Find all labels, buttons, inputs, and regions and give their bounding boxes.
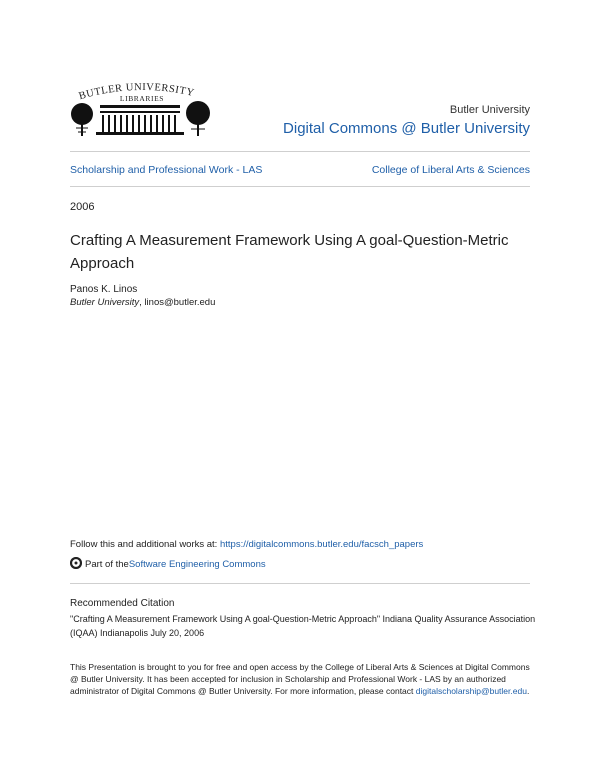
divider [70,583,530,584]
document-title: Crafting A Measurement Framework Using A goal-Question-Metric Approach [70,232,509,272]
part-of-line [70,557,266,572]
author-name: Panos K. Linos [70,284,138,295]
network-icon [70,557,85,572]
footer-notice [70,661,540,697]
follow-prefix: Follow this and additional works at: [70,539,220,550]
publication-year: 2006 [70,201,95,213]
author-affiliation [70,297,215,308]
divider [70,186,530,187]
commons-link[interactable]: Software Engineering Commons [128,559,266,570]
logo-text-libraries: LIBRARIES [119,94,165,103]
butler-libraries-logo [70,80,215,140]
institution-name: Butler University [449,104,530,116]
collection-link[interactable]: Scholarship and Professional Work - LAS [70,164,263,176]
citation-heading: Recommended Citation [70,598,175,609]
divider [70,151,530,152]
part-of-prefix: Part of the [85,559,129,570]
footer-end: . [526,686,530,696]
citation-text: "Crafting A Measurement Framework Using A goal-Question-Metric Approach" Indiana Quality Assurance Association (IQAA) Indianapolis July 20, 2006 [70,614,536,638]
follow-line [70,539,423,550]
repository-link[interactable]: Digital Commons @ Butler University [283,120,530,137]
author-email: , linos@butler.edu [139,297,216,308]
college-link[interactable]: College of Liberal Arts & Sciences [371,164,530,176]
affiliation-institution: Butler University [70,297,140,308]
contact-email-link[interactable]: digitalscholarship@butler.edu [415,686,527,696]
logo-text-university: BUTLER UNIVERSITY [77,81,196,103]
footer-text: This Presentation is brought to you for free and open access by the College of Liberal Arts & Sciences at Digital Commons @ Butler University. It has been accepted for inclusion in Scholarship and Professional Work - LAS by an authorized administrator of Digital Commons @ Butler University. For more information, please contact [70,662,530,696]
collection-url-link[interactable]: https://digitalcommons.butler.edu/facsch_papers [219,539,424,550]
